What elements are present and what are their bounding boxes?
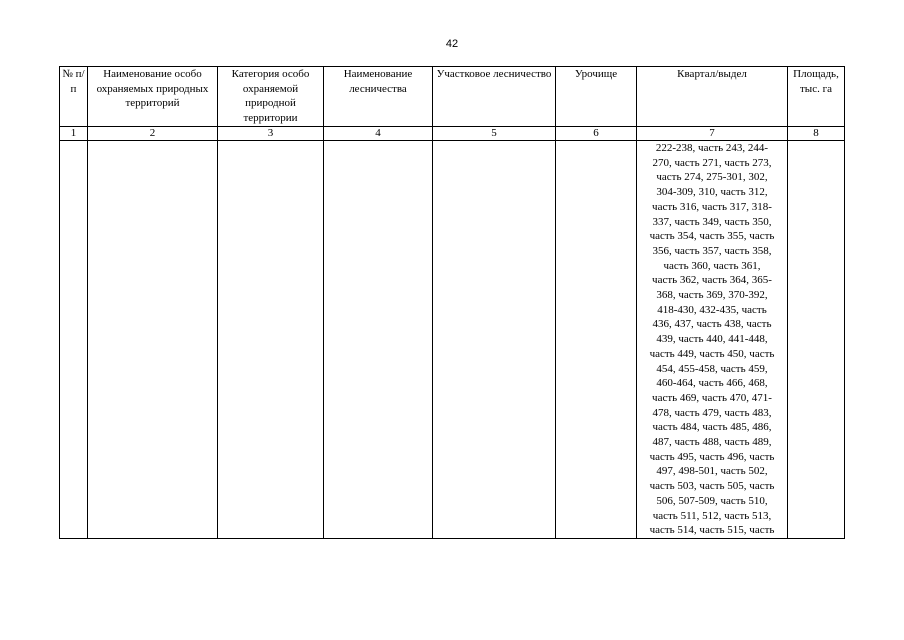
quarter-section-line: часть 354, часть 355, часть <box>649 230 775 243</box>
quarter-section-line: часть 514, часть 515, часть <box>649 524 775 537</box>
quarter-section-line: 460-464, часть 466, 468, <box>656 377 768 390</box>
column-number-6: 6 <box>556 127 637 141</box>
quarter-section-line: 356, часть 357, часть 358, <box>652 244 772 257</box>
table-header-row <box>60 67 845 127</box>
quarter-section-line: часть 362, часть 364, 365- <box>652 274 772 287</box>
header-number: № п/п <box>60 67 88 127</box>
column-number-4: 4 <box>324 127 433 141</box>
quarter-section-line: 487, часть 488, часть 489, <box>652 436 772 449</box>
quarter-section-line: часть 449, часть 450, часть <box>649 347 775 360</box>
cell-area-category <box>218 141 324 539</box>
cell-district-forestry <box>433 141 556 539</box>
column-number-3: 3 <box>218 127 324 141</box>
cell-area-size <box>788 141 845 539</box>
quarter-section-line: часть 469, часть 470, 471- <box>652 391 772 404</box>
header-area-category: Категория особо охраняемой природной территории <box>218 67 324 127</box>
quarter-section-line: 436, 437, часть 438, часть <box>652 318 772 331</box>
quarter-section-line: часть 484, часть 485, 486, <box>652 421 772 434</box>
quarter-section-line: 304-309, 310, часть 312, <box>656 186 768 199</box>
quarter-section-line: 506, 507-509, часть 510, <box>656 494 768 507</box>
quarter-section-line: 478, часть 479, часть 483, <box>652 406 772 419</box>
quarter-section-line: часть 274, 275-301, 302, <box>656 171 768 184</box>
quarter-section-list <box>638 141 786 538</box>
quarter-section-line: 497, 498-501, часть 502, <box>656 465 768 478</box>
cell-tract <box>556 141 637 539</box>
cell-quarter-section <box>637 141 788 539</box>
header-area-name: Наименование особо охраняемых природных территорий <box>88 67 218 127</box>
quarter-section-line: часть 503, часть 505, часть <box>649 480 775 493</box>
cell-area-name <box>88 141 218 539</box>
quarter-section-line: 439, часть 440, 441-448, <box>656 333 768 346</box>
quarter-section-line: 337, часть 349, часть 350, <box>652 215 772 228</box>
column-number-8: 8 <box>788 127 845 141</box>
protected-areas-table <box>59 66 845 539</box>
column-number-1: 1 <box>60 127 88 141</box>
header-forestry-name: Наименование лесничества <box>324 67 433 127</box>
quarter-section-line: 222-238, часть 243, 244- <box>655 142 769 154</box>
header-quarter-section: Квартал/выдел <box>637 67 788 127</box>
header-district-forestry: Участковое лесничество <box>433 67 556 127</box>
cell-number <box>60 141 88 539</box>
cell-forestry-name <box>324 141 433 539</box>
column-number-row <box>60 127 845 141</box>
column-number-2: 2 <box>88 127 218 141</box>
quarter-section-line: часть 511, 512, часть 513, <box>652 509 772 522</box>
table-row <box>60 141 845 539</box>
header-area-size: Площадь, тыс. га <box>788 67 845 127</box>
column-number-5: 5 <box>433 127 556 141</box>
quarter-section-line: 270, часть 271, часть 273, <box>652 156 772 169</box>
quarter-section-line: 454, 455-458, часть 459, <box>656 362 768 375</box>
column-number-7: 7 <box>637 127 788 141</box>
quarter-section-line: часть 316, часть 317, 318- <box>652 200 772 213</box>
page-number: 42 <box>445 38 459 50</box>
quarter-section-line: часть 360, часть 361, <box>663 259 761 272</box>
quarter-section-line: 418-430, 432-435, часть <box>657 303 767 316</box>
quarter-section-line: 368, часть 369, 370-392, <box>656 289 768 302</box>
quarter-section-line: часть 495, часть 496, часть <box>649 450 775 463</box>
header-tract: Урочище <box>556 67 637 127</box>
